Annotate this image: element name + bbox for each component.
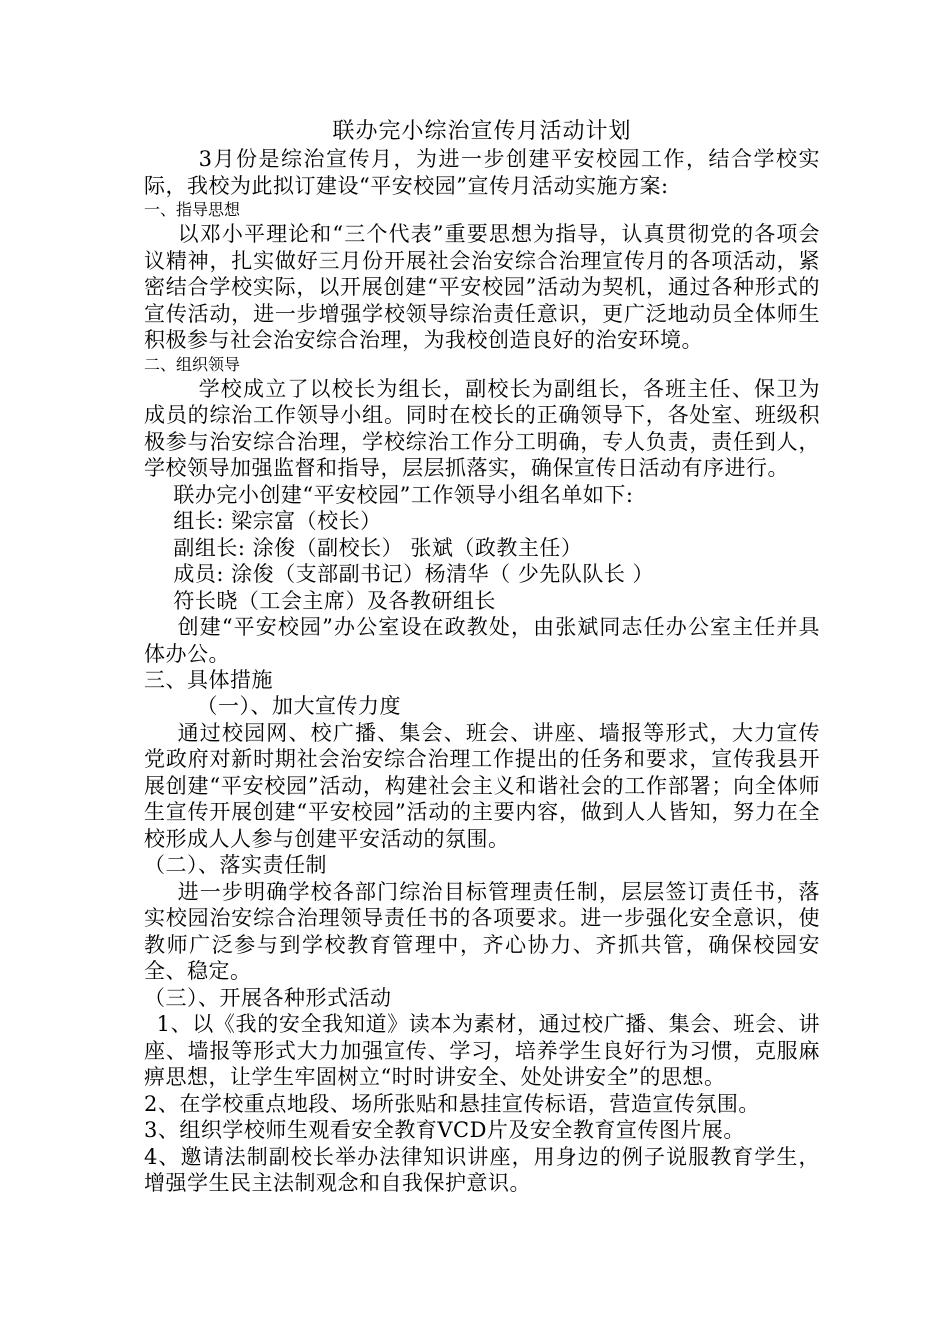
list-item-3: 3、组织学校师生观看安全教育VCD片及安全教育宣传图片展。 [144,1118,745,1142]
section1-heading: 一、指导思想 [144,200,241,219]
leader-line: 组长: 梁宗富（校长） [173,509,382,533]
sub2-title: （二）、落实责任制 [144,853,327,877]
section1-body: 以邓小平理论和“三个代表”重要思想为指导，认真贯彻党的各项会议精神，扎实做好三月份开展社会治安综合治理宣传月的各项活动，紧密结合学校实际，以开展创建“平安校园”活动为契机，通过各种形式的宣传活动，进一步增强学校领导综治责任意识，更广泛地动员全体师生积极参与社会治安综合治理，为我校创造良好的治安环境。 [144,222,820,352]
intro-paragraph: 3月份是综治宣传月，为进一步创建平安校园工作，结合学校实际，我校为此拟订建设“平安校园”宣传月活动实施方案: [144,147,820,198]
document-page [144,118,820,1197]
sub2-body: 进一步明确学校各部门综治目标管理责任制，层层签订责任书，落实校园治安综合治理领导责任书的各项要求。进一步强化安全意识，使教师广泛参与到学校教育管理中，齐心协力、齐抓共管，确保校园安全、稳定。 [144,879,820,983]
leader-list-intro: 联办完小创建“平安校园”工作领导小组名单如下: [173,482,634,507]
section2-body: 学校成立了以校长为组长，副校长为副组长，各班主任、保卫为成员的综治工作领导小组。同时在校长的正确领导下，各处室、班级积极参与治安综合治理，学校综治工作分工明确，专人负责，责任到人，学校领导加强监督和指导，层层抓落实，确保宣传日活动有序进行。 [144,376,820,480]
list-item-1: 1、以《我的安全我知道》读本为素材，通过校广播、集会、班会、讲座、墙报等形式大力加强宣传、学习，培养学生良好行为习惯，克服麻痹思想，让学生牢固树立“时时讲安全、处处讲安全”的思想。 [144,1012,820,1089]
members-line-2: 符长晓（工会主席）及各教研组长 [173,588,496,613]
sub1-title: （一）、加大宣传力度 [196,694,401,718]
deputy-line: 副组长: 涂俊（副校长） 张斌（政教主任） [173,535,583,560]
members-line: 成员: 涂俊（支部副书记）杨清华（ 少先队队长 ） [173,562,654,586]
list-item-2: 2、在学校重点地段、场所张贴和悬挂宣传标语，营造宣传氛围。 [144,1091,760,1116]
sub3-title: （三）、开展各种形式活动 [144,985,392,1010]
sub1-body: 通过校园网、校广播、集会、班会、讲座、墙报等形式，大力宣传党政府对新时期社会治安综合治理工作提出的任务和要求，宣传我县开展创建“平安校园”活动，构建社会主义和谐社会的工作部署；向全体师生宣传开展创建“平安校园”活动的主要内容，做到人人皆知，努力在全校形成人人参与创建平安活动的氛围。 [144,720,820,851]
office-paragraph: 创建“平安校园”办公室设在政教处，由张斌同志任办公室主任并具体办公。 [144,615,820,666]
section2-heading: 二、组织领导 [144,354,241,374]
document-title: 联办完小综治宣传月活动计划 [332,119,632,144]
section3-heading: 三、具体措施 [144,668,273,692]
list-item-4: 4、邀请法制副校长举办法律知识讲座，用身边的例子说服教育学生，增强学生民主法制观念和自我保护意识。 [144,1144,820,1195]
